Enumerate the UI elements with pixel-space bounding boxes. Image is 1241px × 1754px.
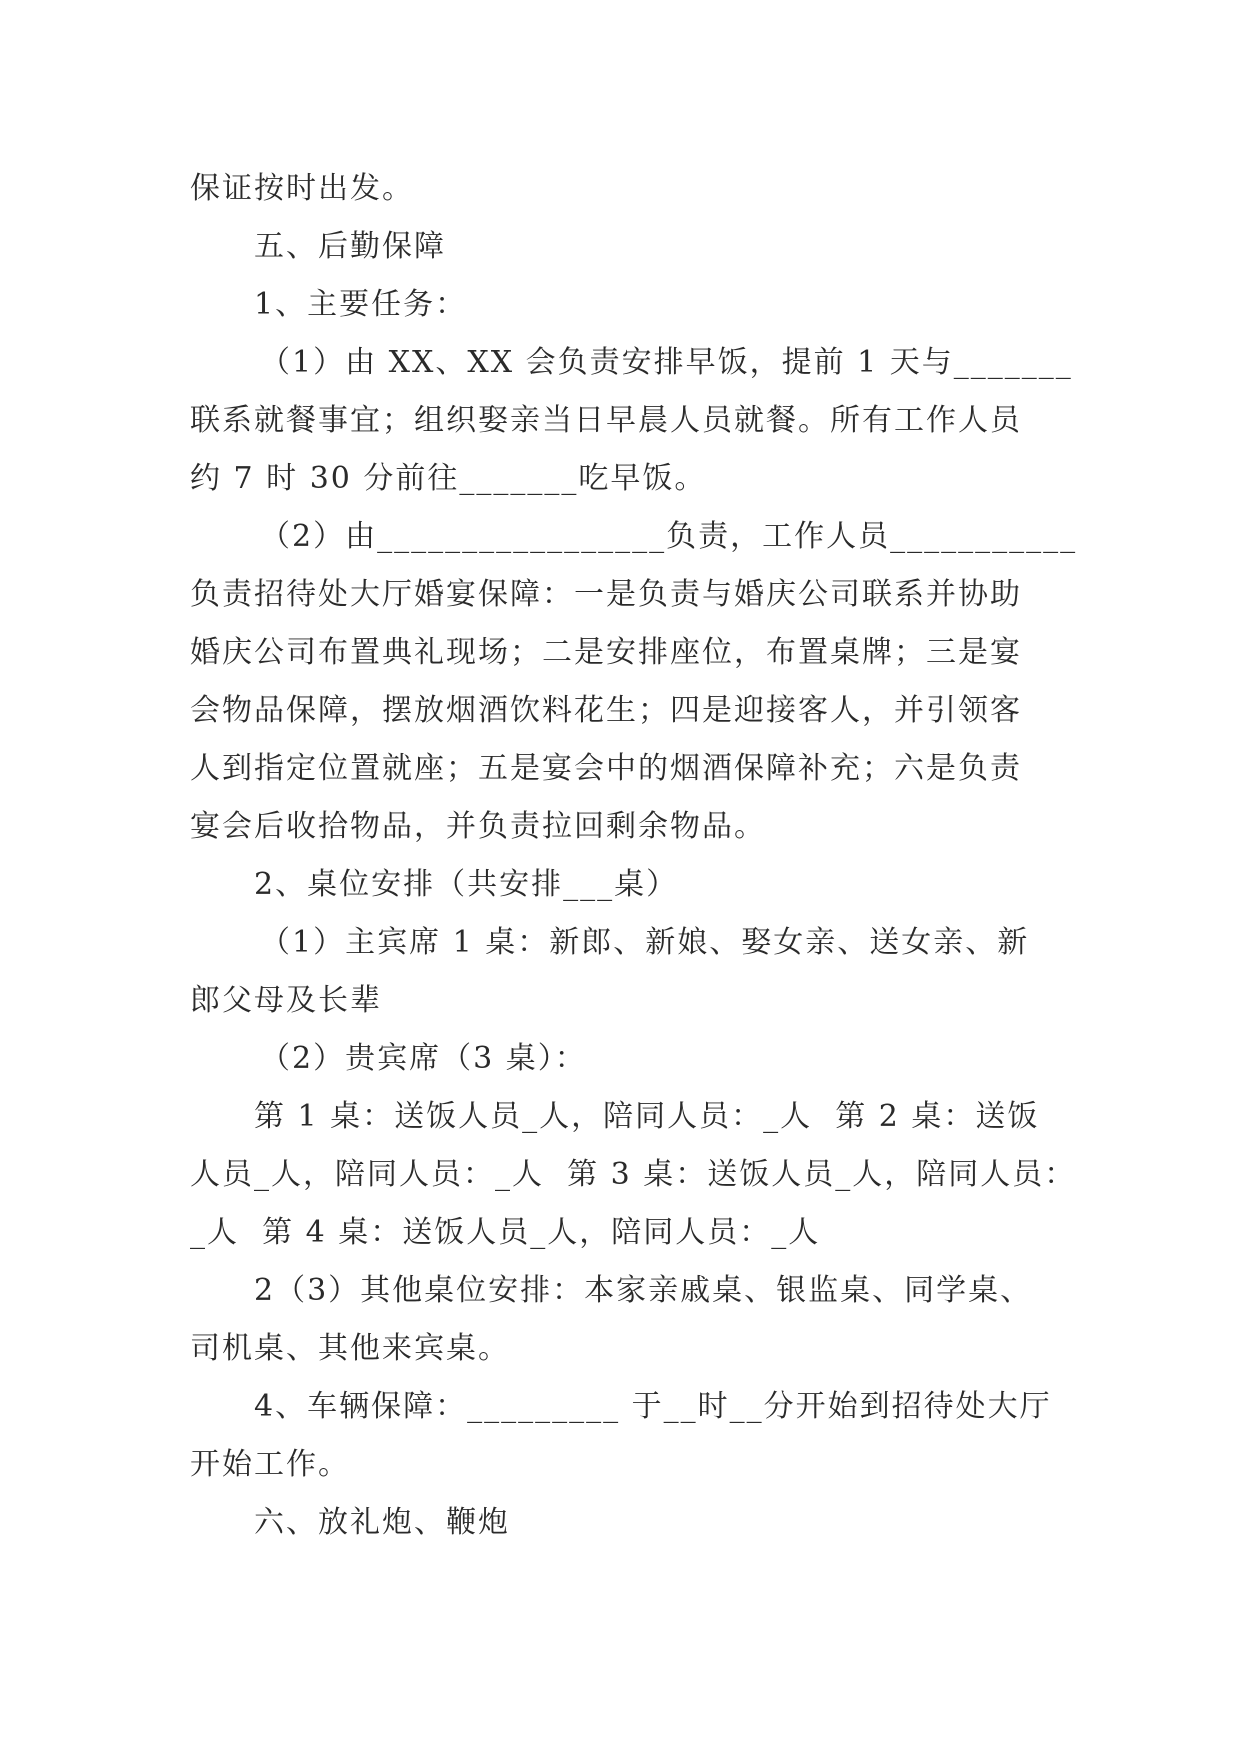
- paragraph-line: 2（3）其他桌位安排：本家亲戚桌、银监桌、同学桌、: [254, 1273, 1033, 1308]
- paragraph-line: 联系就餐事宜；组织娶亲当日早晨人员就餐。所有工作人员: [190, 403, 1022, 438]
- paragraph-line: 约 7 时 30 分前往_______吃早饭。: [190, 461, 707, 496]
- paragraph-line: 人到指定位置就座；五是宴会中的烟酒保障补充；六是负责: [190, 751, 1022, 786]
- paragraph-line: 郎父母及长辈: [190, 983, 382, 1018]
- paragraph-line: （1）主宾席 1 桌：新郎、新娘、娶女亲、送女亲、新: [260, 925, 1030, 960]
- section-heading-logistics: 五、后勤保障: [254, 229, 446, 264]
- paragraph-line: 司机桌、其他来宾桌。: [190, 1331, 510, 1366]
- paragraph-line: 第 1 桌：送饭人员_人，陪同人员：_人 第 2 桌：送饭: [254, 1099, 1040, 1134]
- subheading-main-tasks: 1、主要任务：: [254, 287, 468, 322]
- section-heading-fireworks: 六、放礼炮、鞭炮: [254, 1505, 510, 1540]
- paragraph-line: 宴会后收拾物品，并负责拉回剩余物品。: [190, 809, 766, 844]
- paragraph-line: 人员_人，陪同人员：_人 第 3 桌：送饭人员_人，陪同人员：: [190, 1157, 1077, 1192]
- document-body: [190, 160, 1078, 1552]
- paragraph-line: 4、车辆保障：_________ 于__时__分开始到招待处大厅: [254, 1389, 1052, 1424]
- paragraph-line: 婚庆公司布置典礼现场；二是安排座位，布置桌牌；三是宴: [190, 635, 1022, 670]
- subheading-table-arrangement: 2、桌位安排（共安排___桌）: [254, 867, 679, 902]
- paragraph-line: （2）贵宾席（3 桌）：: [260, 1041, 587, 1076]
- paragraph-line: 会物品保障，摆放烟酒饮料花生；四是迎接客人，并引领客: [190, 693, 1022, 728]
- paragraph-line: 负责招待处大厅婚宴保障：一是负责与婚庆公司联系并协助: [190, 577, 1022, 612]
- paragraph-line: （2）由_________________负责，工作人员___________: [260, 519, 1078, 554]
- paragraph-line: （1）由 XX、XX 会负责安排早饭，提前 1 天与_______: [260, 345, 1073, 380]
- paragraph-line: _人 第 4 桌：送饭人员_人，陪同人员：_人: [190, 1215, 821, 1250]
- paragraph-line: 开始工作。: [190, 1447, 350, 1482]
- paragraph-line: 保证按时出发。: [190, 171, 414, 206]
